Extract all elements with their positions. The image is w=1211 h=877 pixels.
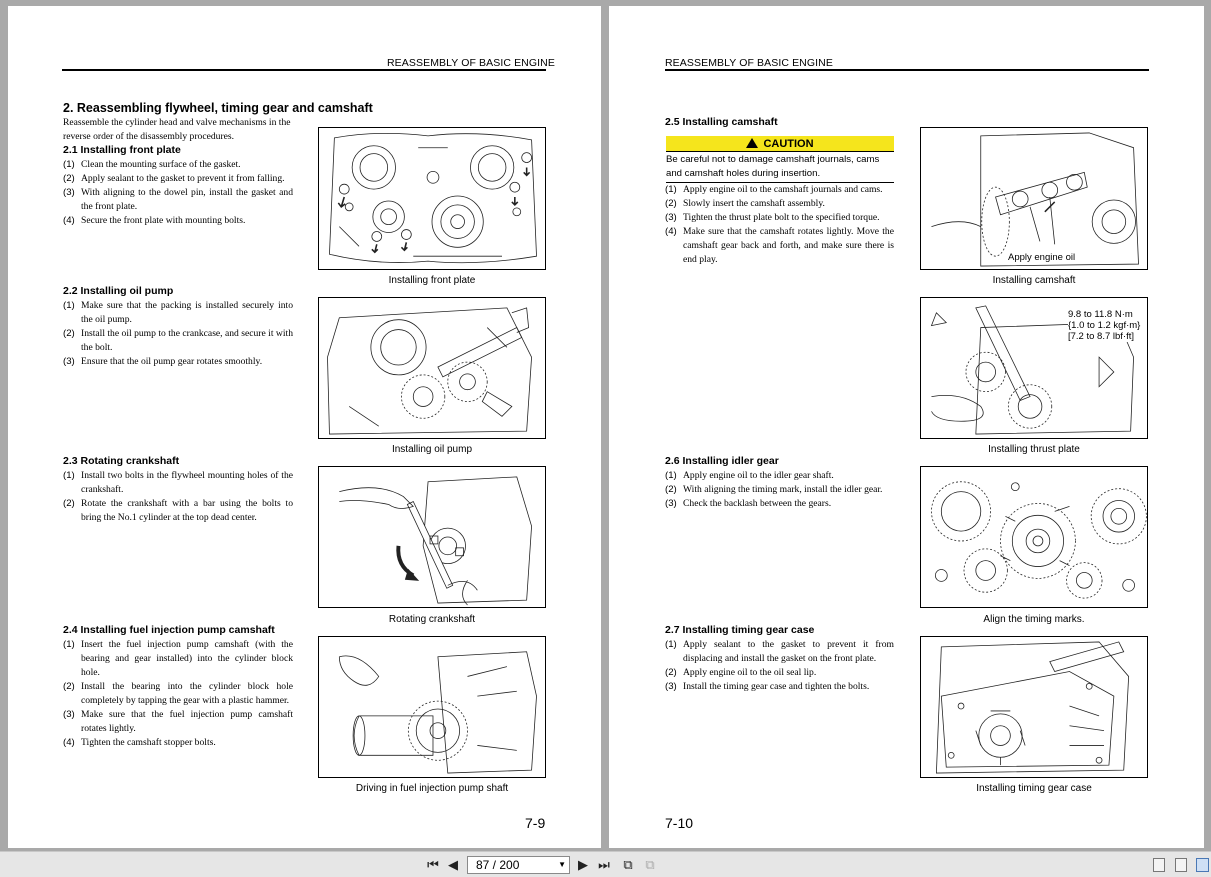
figure-front-plate [318, 127, 546, 270]
intro-text: Reassemble the cylinder head and valve mechanisms in the reverse order of the disassembly procedures. [63, 117, 291, 142]
list-item: (4) Secure the front plate with mounting bolts. [63, 215, 246, 226]
list-item: (1) Apply engine oil to the idler gear shaft. [665, 470, 834, 481]
steps-2-1 [63, 158, 293, 228]
caution-banner [666, 136, 894, 152]
running-head: REASSEMBLY OF BASIC ENGINE [387, 57, 555, 69]
steps-2-4 [63, 638, 293, 750]
header-rule [665, 69, 1149, 71]
list-item: (3) Tighten the thrust plate bolt to the specified torque. [665, 212, 880, 223]
page-number: 7-10 [665, 815, 694, 831]
page-number: 7-9 [525, 815, 546, 831]
header-rule [62, 69, 546, 71]
subsection-title-2-3: 2.3 Rotating crankshaft [63, 455, 180, 467]
figure-caption: Installing camshaft [992, 275, 1076, 286]
list-item: (3) Check the backlash between the gears. [665, 498, 832, 509]
continuous-view-icon[interactable] [1175, 858, 1187, 872]
list-item: (2) Rotate the crankshaft with a bar using the bolts to bring the No.1 cylinder at the top dead center. [63, 498, 293, 523]
figure-oil-pump [318, 297, 546, 439]
figure-caption: Align the timing marks. [983, 614, 1085, 625]
list-item: (1) Clean the mounting surface of the gasket. [63, 159, 241, 170]
last-page-icon[interactable]: ⏭ [598, 857, 610, 872]
figure-fuel-pump-shaft [318, 636, 546, 778]
prev-page-icon[interactable]: ◀ [448, 857, 458, 872]
subsection-title-2-1: 2.1 Installing front plate [63, 144, 181, 156]
figure-timing-marks [920, 466, 1148, 608]
caution-label: CAUTION [763, 138, 814, 150]
figure-caption: Installing front plate [388, 275, 476, 286]
steps-2-5 [665, 183, 894, 267]
go-back-icon[interactable]: ⧉ [623, 857, 633, 872]
list-item: (1) Install two bolts in the flywheel mounting holes of the crankshaft. [63, 470, 293, 495]
list-item: (2) Apply sealant to the gasket to prevent it from falling. [63, 173, 285, 184]
go-forward-icon[interactable]: ⧉ [645, 857, 655, 872]
list-item: (1) Apply sealant to the gasket to prevent it from displacing and install the gasket on the front plate. [665, 639, 894, 664]
list-item: (3) Install the timing gear case and tighten the bolts. [665, 681, 870, 692]
torque-spec: 9.8 to 11.8 N·m {1.0 to 1.2 kgf·m} [7.2 to 8.7 lbf·ft] [1068, 309, 1146, 342]
subsection-title-2-7: 2.7 Installing timing gear case [665, 624, 815, 636]
page-7-10 [609, 6, 1204, 848]
list-item: (4) Make sure that the camshaft rotates lightly. Move the camshaft gear back and forth, and make sure there is end play. [665, 226, 894, 265]
warning-icon [746, 138, 758, 148]
list-item: (1) Apply engine oil to the camshaft journals and cams. [665, 184, 883, 195]
subsection-title-2-4: 2.4 Installing fuel injection pump camshaft [63, 624, 275, 636]
first-page-icon[interactable]: ⏮ [427, 857, 439, 872]
figure-caption: Installing timing gear case [976, 783, 1092, 794]
steps-2-6 [665, 469, 894, 511]
facing-view-icon[interactable] [1196, 858, 1209, 872]
page-number-input[interactable]: 87 / 200 ▼ [467, 856, 570, 874]
list-item: (2) Slowly insert the camshaft assembly. [665, 198, 825, 209]
figure-rotating-crankshaft [318, 466, 546, 608]
next-page-icon[interactable]: ▶ [578, 857, 588, 872]
list-item: (2) Apply engine oil to the oil seal lip. [665, 667, 817, 678]
list-item: (3) Ensure that the oil pump gear rotates smoothly. [63, 356, 263, 367]
running-head: REASSEMBLY OF BASIC ENGINE [665, 57, 833, 69]
subsection-title-2-5: 2.5 Installing camshaft [665, 116, 778, 128]
section-title: 2. Reassembling flywheel, timing gear and camshaft [63, 101, 373, 115]
subsection-title-2-6: 2.6 Installing idler gear [665, 455, 779, 467]
list-item: (2) Install the bearing into the cylinder block hole completely by tapping the gear with a plastic hammer. [63, 681, 293, 706]
list-item: (2) Install the oil pump to the crankcase, and secure it with the bolt. [63, 328, 293, 353]
steps-2-7 [665, 638, 894, 694]
list-item: (3) Make sure that the fuel injection pump camshaft rotates lightly. [63, 709, 293, 734]
figure-caption: Installing oil pump [391, 444, 473, 455]
chevron-down-icon[interactable]: ▼ [558, 860, 566, 869]
figure-caption: Driving in fuel injection pump shaft [355, 783, 509, 794]
figure-timing-gear-case [920, 636, 1148, 778]
list-item: (1) Make sure that the packing is installed securely into the oil pump. [63, 300, 293, 325]
caution-box [666, 136, 894, 183]
page-7-9 [8, 6, 601, 848]
subsection-title-2-2: 2.2 Installing oil pump [63, 285, 174, 297]
figure-caption: Installing thrust plate [988, 444, 1080, 455]
single-page-view-icon[interactable] [1153, 858, 1165, 872]
list-item: (3) With aligning to the dowel pin, install the gasket and the front plate. [63, 187, 293, 212]
viewer-toolbar [0, 851, 1211, 877]
figure-camshaft [920, 127, 1148, 270]
list-item: (1) Insert the fuel injection pump camshaft (with the bearing and gear installed) into the cylinder block hole. [63, 639, 293, 678]
list-item: (4) Tighten the camshaft stopper bolts. [63, 737, 216, 748]
steps-2-2 [63, 299, 293, 369]
figure-note-apply-oil: Apply engine oil [1008, 252, 1076, 263]
figure-caption: Rotating crankshaft [388, 614, 476, 625]
steps-2-3 [63, 469, 293, 525]
caution-text: Be careful not to damage camshaft journals, cams and camshaft holes during insertion. [666, 152, 894, 183]
list-item: (2) With aligning the timing mark, install the idler gear. [665, 484, 883, 495]
